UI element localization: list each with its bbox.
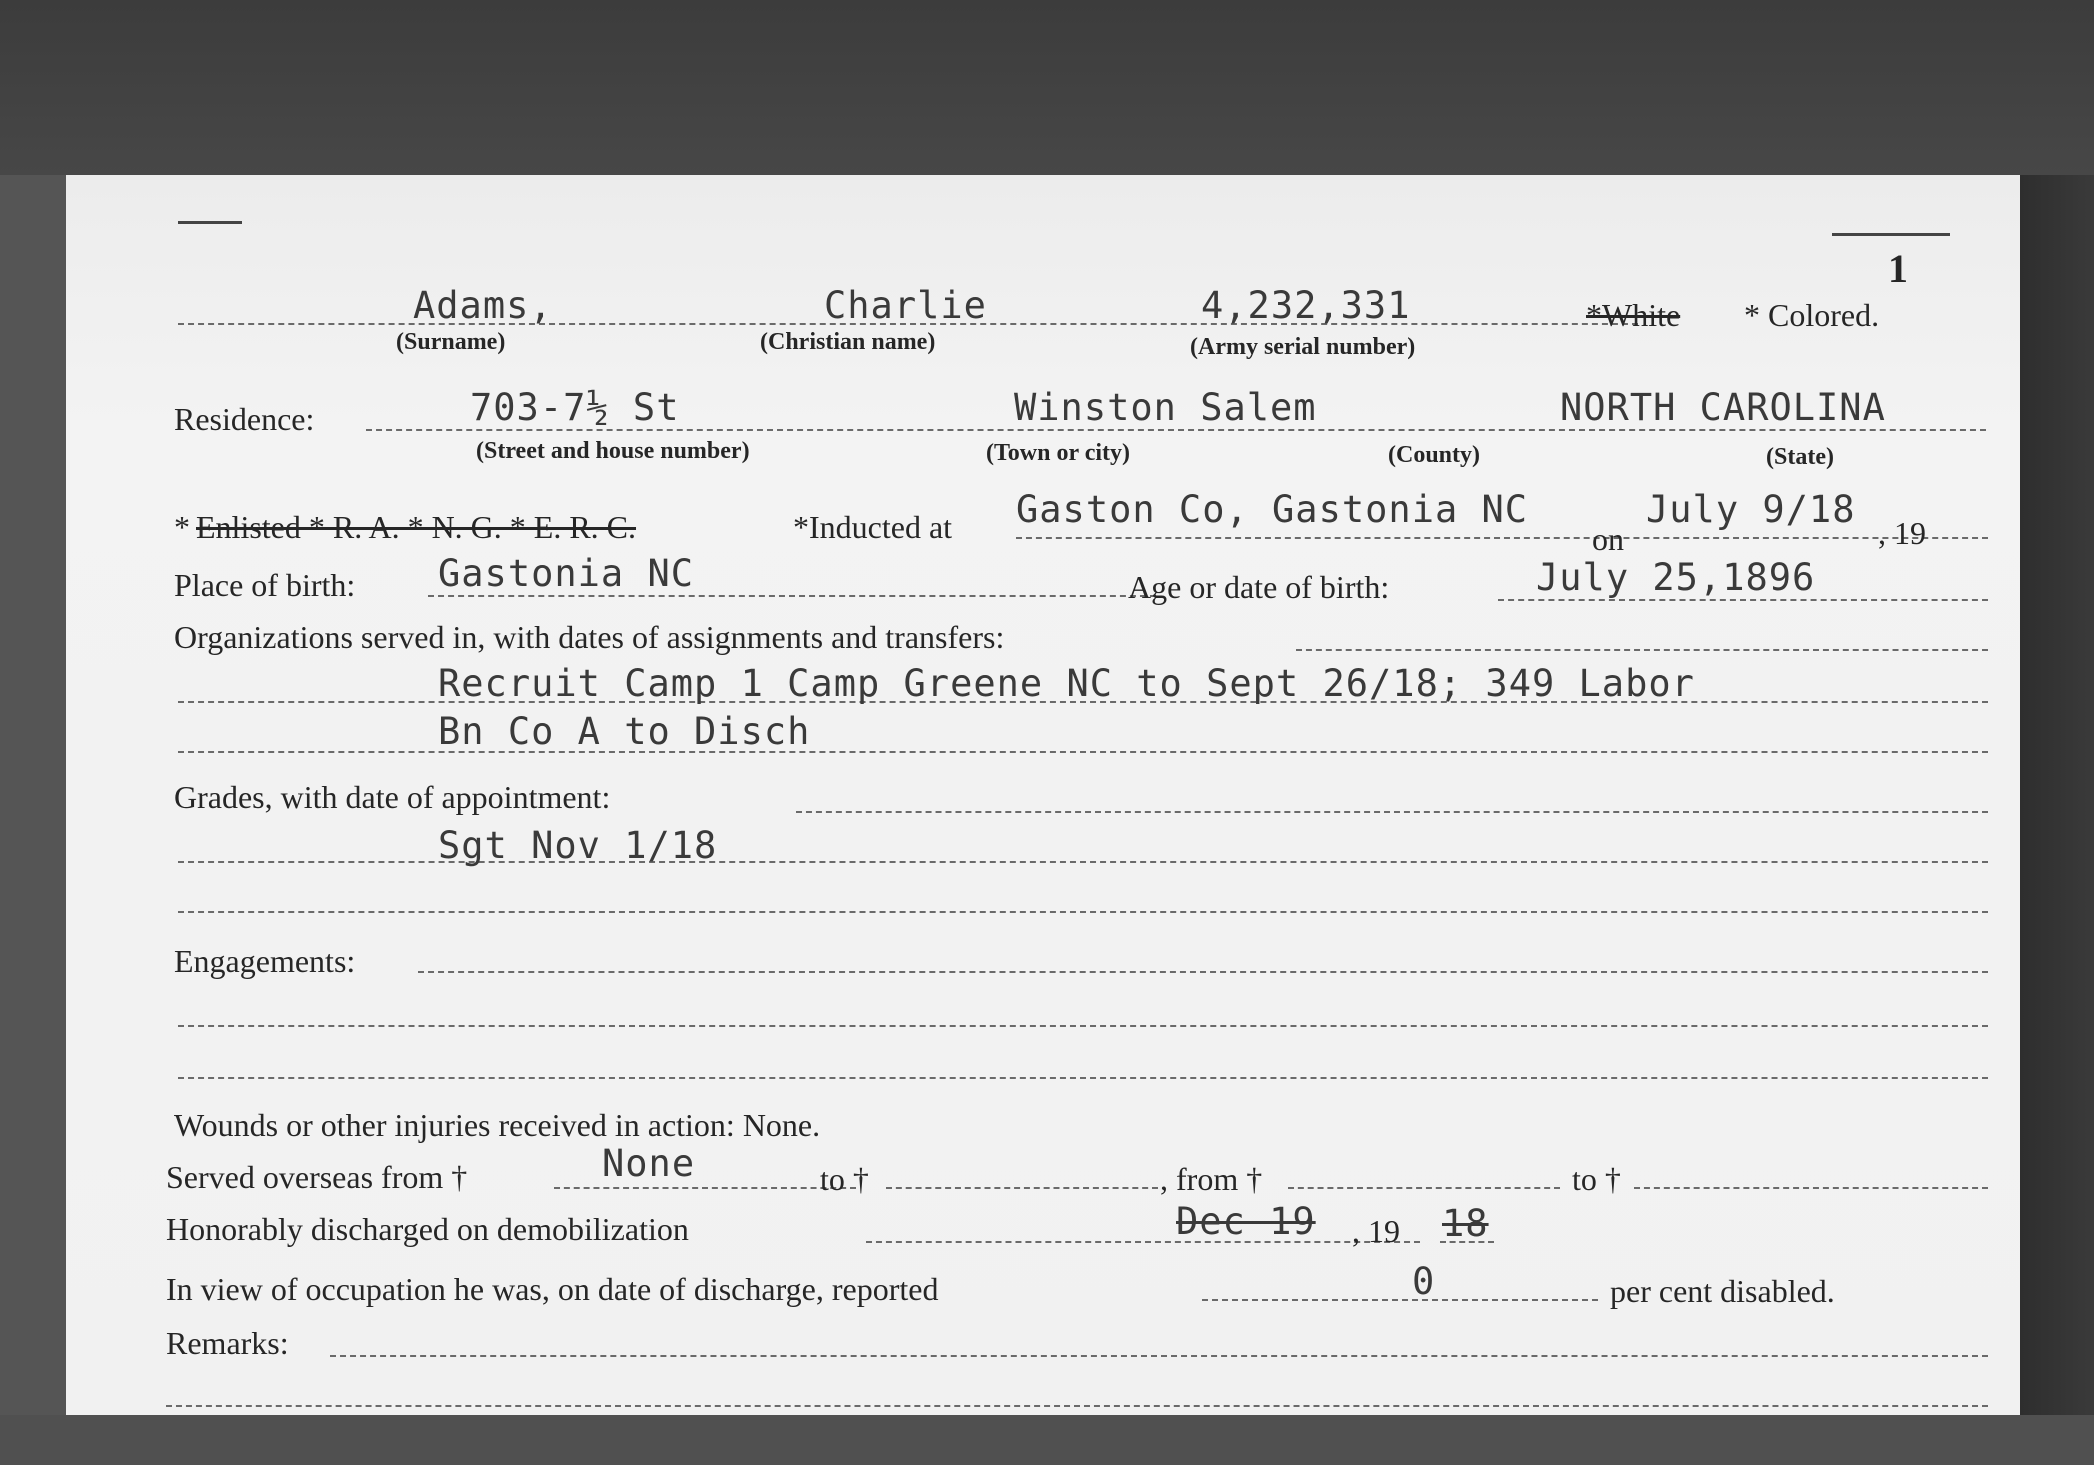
grades-rule-0 bbox=[796, 811, 1988, 813]
state-value: NORTH CAROLINA bbox=[1560, 386, 1886, 429]
engagements-rule-1 bbox=[178, 1025, 1988, 1027]
scanner-background-left bbox=[0, 175, 66, 1465]
discharge-label: Honorably discharged on demobilization bbox=[166, 1211, 689, 1247]
residence-rule bbox=[366, 429, 1986, 431]
disabled-suffix: per cent disabled. bbox=[1610, 1273, 1835, 1309]
surname-caption: (Surname) bbox=[396, 329, 506, 355]
county-caption: (County) bbox=[1388, 442, 1481, 468]
street-value: 703-7½ St bbox=[470, 386, 680, 429]
corner-mark-left bbox=[178, 221, 242, 224]
inducted-label: *Inducted at bbox=[793, 509, 953, 545]
discharge-year-value: 18 bbox=[1442, 1202, 1489, 1245]
serial-caption: (Army serial number) bbox=[1190, 334, 1416, 360]
overseas-from2-label: , from † bbox=[1160, 1161, 1263, 1197]
organizations-line-2: Bn Co A to Disch bbox=[438, 710, 811, 753]
service-record-card bbox=[66, 175, 2020, 1415]
disabled-value: 0 bbox=[1412, 1260, 1436, 1303]
disabled-label: In view of occupation he was, on date of discharge, reported bbox=[166, 1271, 939, 1307]
inducted-place-value: Gaston Co, Gastonia NC bbox=[1016, 488, 1529, 531]
on-label: on bbox=[1592, 521, 1624, 557]
overseas-to2-rule bbox=[1634, 1187, 1988, 1189]
residence-label: Residence: bbox=[174, 401, 315, 437]
scanner-background-right bbox=[2020, 175, 2094, 1465]
scanner-background-bottom bbox=[0, 1415, 2094, 1465]
overseas-to2-label: to † bbox=[1572, 1161, 1621, 1197]
birth-place-rule bbox=[428, 595, 1156, 597]
overseas-to-label: to † bbox=[820, 1161, 869, 1197]
overseas-to-rule bbox=[886, 1187, 1158, 1189]
inducted-date-value: July 9/18 bbox=[1646, 488, 1856, 531]
town-caption: (Town or city) bbox=[986, 440, 1130, 466]
enlisted-prefix: * bbox=[174, 509, 190, 545]
age-label: Age or date of birth: bbox=[1128, 569, 1390, 605]
enlisted-options: Enlisted * R. A. * N. G. * E. R. C. bbox=[196, 509, 637, 545]
remarks-rule-0 bbox=[330, 1355, 1988, 1357]
place-of-birth-label: Place of birth: bbox=[174, 567, 356, 603]
engagements-label: Engagements: bbox=[174, 943, 356, 979]
place-of-birth-value: Gastonia NC bbox=[438, 552, 695, 595]
corner-mark-right bbox=[1832, 233, 1950, 236]
organizations-line-1: Recruit Camp 1 Camp Greene NC to Sept 26/18; 349 Labor bbox=[438, 662, 1695, 705]
christian-name-caption: (Christian name) bbox=[760, 329, 936, 355]
street-caption: (Street and house number) bbox=[476, 438, 750, 464]
date-of-birth-value: July 25,1896 bbox=[1536, 556, 1816, 599]
grades-rule-2 bbox=[178, 911, 1988, 913]
organizations-rule-0 bbox=[1296, 649, 1988, 651]
colored-option: * Colored. bbox=[1744, 297, 1880, 333]
organizations-label: Organizations served in, with dates of assignments and transfers: bbox=[174, 619, 1005, 655]
year-suffix: , 19 bbox=[1878, 515, 1926, 551]
discharge-date-value: Dec 19 bbox=[1176, 1200, 1316, 1243]
disabled-rule bbox=[1202, 1299, 1598, 1301]
engagements-rule-0 bbox=[418, 971, 1988, 973]
overseas-label: Served overseas from † bbox=[166, 1159, 468, 1195]
serial-number-value: 4,232,331 bbox=[1201, 284, 1411, 327]
overseas-from-rule bbox=[554, 1187, 856, 1189]
white-option: *White bbox=[1586, 297, 1681, 333]
town-value: Winston Salem bbox=[1014, 386, 1317, 429]
surname-value: Adams, bbox=[413, 284, 553, 327]
wounds-label: Wounds or other injuries received in action: None. bbox=[174, 1107, 821, 1143]
grades-label: Grades, with date of appointment: bbox=[174, 779, 611, 815]
christian-name-value: Charlie bbox=[824, 284, 987, 327]
remarks-label: Remarks: bbox=[166, 1325, 289, 1361]
discharge-date-rule bbox=[866, 1241, 1420, 1243]
overseas-from2-rule bbox=[1288, 1187, 1560, 1189]
discharge-century: , 19 bbox=[1352, 1213, 1400, 1249]
overseas-from-value: None bbox=[602, 1142, 696, 1185]
engagements-rule-2 bbox=[178, 1077, 1988, 1079]
birth-date-rule bbox=[1498, 599, 1988, 601]
scanner-background-top bbox=[0, 0, 2094, 175]
grades-line-1: Sgt Nov 1/18 bbox=[438, 824, 718, 867]
state-caption: (State) bbox=[1766, 444, 1834, 470]
remarks-rule-1 bbox=[166, 1405, 1988, 1407]
card-number: 1 bbox=[1888, 246, 1908, 291]
inducted-rule bbox=[1016, 537, 1988, 539]
